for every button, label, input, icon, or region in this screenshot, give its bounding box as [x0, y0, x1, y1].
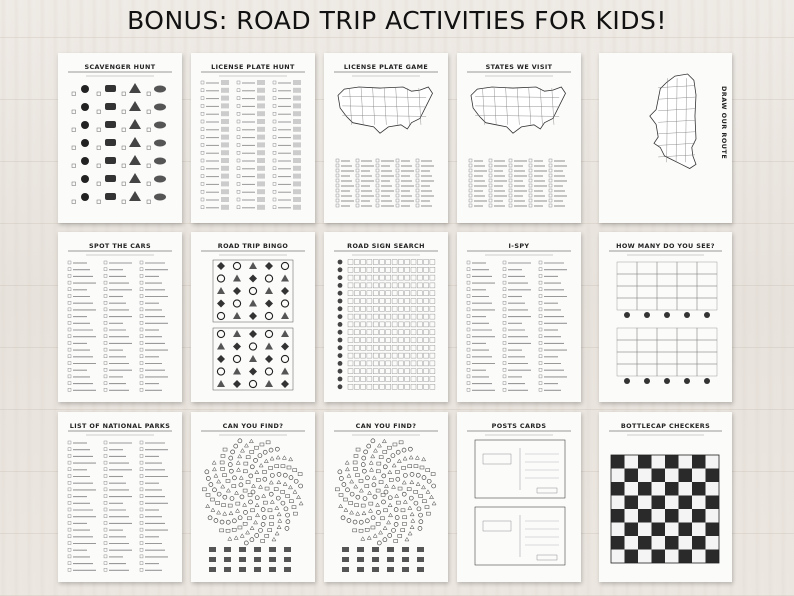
sheet-road-trip-bingo[interactable]: [191, 232, 315, 402]
sheet-can-you-find-2[interactable]: [324, 412, 448, 582]
doodle-search-icon: [191, 412, 315, 582]
sheet-title: BOTTLECAP CHECKERS: [620, 422, 711, 430]
sheet-i-spy[interactable]: [457, 232, 581, 402]
sheet-title: SPOT THE CARS: [89, 242, 151, 250]
sheet-title: ROAD TRIP BINGO: [217, 242, 289, 250]
page-heading: BONUS: ROAD TRIP ACTIVITIES FOR KIDS!: [127, 6, 667, 35]
sheet-title: LIST OF NATIONAL PARKS: [69, 422, 171, 430]
sheet-title: SCAVENGER HUNT: [84, 63, 156, 71]
usa-map-icon: [457, 53, 581, 223]
scavenger-grid-icon: [58, 53, 182, 223]
sheet-bottlecap-checkers[interactable]: [599, 412, 732, 582]
sheet-title: CAN YOU FIND?: [355, 422, 417, 430]
sheet-title: HOW MANY DO YOU SEE?: [616, 242, 715, 250]
sheet-how-many-do-you-see[interactable]: [599, 232, 732, 402]
sheet-license-plate-game[interactable]: [324, 53, 448, 223]
postcard-icon: [457, 412, 581, 582]
sheet-title: LICENSE PLATE HUNT: [211, 63, 295, 71]
checkerboard-icon: [599, 412, 732, 582]
sheet-spot-the-cars[interactable]: [58, 232, 182, 402]
sheet-title: CAN YOU FIND?: [222, 422, 284, 430]
sheet-posts-cards[interactable]: [457, 412, 581, 582]
tally-chart-icon: [599, 232, 732, 402]
checklist-icon: [457, 232, 581, 402]
sheet-road-sign-search[interactable]: [324, 232, 448, 402]
sheet-title: POSTS CARDS: [491, 422, 547, 430]
sign-grid-icon: [324, 232, 448, 402]
sheet-list-of-national-parks[interactable]: [58, 412, 182, 582]
sheet-title: DRAW OUR ROUTE: [720, 86, 728, 160]
usa-map-icon: [324, 53, 448, 223]
sheet-can-you-find-1[interactable]: [191, 412, 315, 582]
sheet-license-plate-hunt[interactable]: [191, 53, 315, 223]
checklist-icon: [58, 412, 182, 582]
plate-list-icon: [191, 53, 315, 223]
sheet-draw-our-route[interactable]: [599, 53, 732, 223]
sheet-title: ROAD SIGN SEARCH: [347, 242, 425, 250]
bingo-board-icon: [191, 232, 315, 402]
sheet-title: LICENSE PLATE GAME: [343, 63, 429, 71]
doodle-search-icon: [324, 412, 448, 582]
sheet-states-we-visit[interactable]: [457, 53, 581, 223]
sheet-scavenger-hunt[interactable]: [58, 53, 182, 223]
sheet-title: STATES WE VISIT: [485, 63, 553, 71]
usa-map-rotated-icon: [599, 53, 732, 223]
sheet-title: I-SPY: [508, 242, 530, 250]
checklist-icon: [58, 232, 182, 402]
